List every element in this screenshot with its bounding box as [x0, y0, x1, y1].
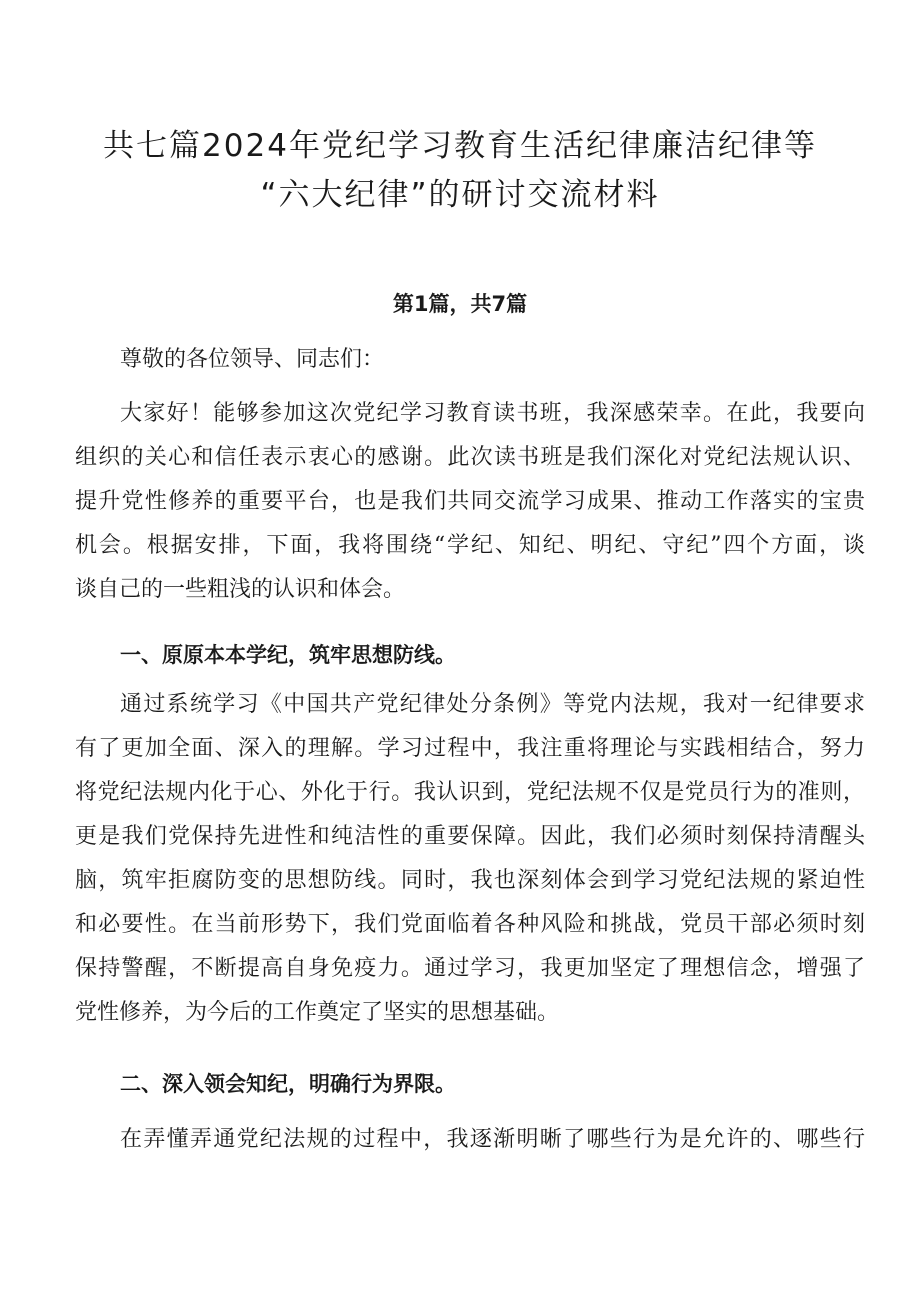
intro-line: 提升党性修养的重要平台，也是我们共同交流学习成果、推动工作落实的宝贵: [75, 489, 865, 514]
salutation: 尊敬的各位领导、同志们：: [120, 347, 385, 372]
section2-line: 在弄懂弄通党纪法规的过程中，我逐渐明晰了哪些行为是允许的、哪些行: [120, 1127, 865, 1152]
part-label: 第1篇，共7篇: [392, 292, 528, 316]
section1-line: 党性修养，为今后的工作奠定了坚实的思想基础。: [75, 1000, 560, 1025]
section1-line: 和必要性。在当前形势下，我们党面临着各种风险和挑战，党员干部必须时刻: [75, 912, 865, 937]
intro-line: 机会。根据安排，下面，我将围绕“学纪、知纪、明纪、守纪”四个方面，谈: [75, 533, 865, 558]
section1-line: 有了更加全面、深入的理解。学习过程中，我注重将理论与实践相结合，努力: [75, 736, 865, 761]
section1-line: 更是我们党保持先进性和纯洁性的重要保障。因此，我们必须时刻保持清醒头: [75, 824, 865, 849]
section1-line: 将党纪法规内化于心、外化于行。我认识到，党纪法规不仅是党员行为的准则，: [75, 780, 865, 805]
document-title-line-2: “六大纪律”的研讨交流材料: [260, 177, 660, 213]
section-heading-1: 一、原原本本学纪，筑牢思想防线。: [120, 643, 456, 667]
section-heading-2: 二、深入领会知纪，明确行为界限。: [120, 1072, 456, 1096]
intro-line: 谈自己的一些粗浅的认识和体会。: [75, 577, 406, 602]
document-title-line-1: 共七篇2024年党纪学习教育生活纪律廉洁纪律等: [103, 128, 817, 164]
intro-line: 大家好！能够参加这次党纪学习教育读书班，我深感荣幸。在此，我要向: [120, 401, 865, 426]
section1-line: 脑，筑牢拒腐防变的思想防线。同时，我也深刻体会到学习党纪法规的紧迫性: [75, 868, 865, 893]
section1-line: 保持警醒，不断提高自身免疫力。通过学习，我更加坚定了理想信念，增强了: [75, 956, 865, 981]
intro-line: 组织的关心和信任表示衷心的感谢。此次读书班是我们深化对党纪法规认识、: [75, 445, 865, 470]
section1-line: 通过系统学习《中国共产党纪律处分条例》等党内法规，我对一纪律要求: [120, 692, 865, 717]
